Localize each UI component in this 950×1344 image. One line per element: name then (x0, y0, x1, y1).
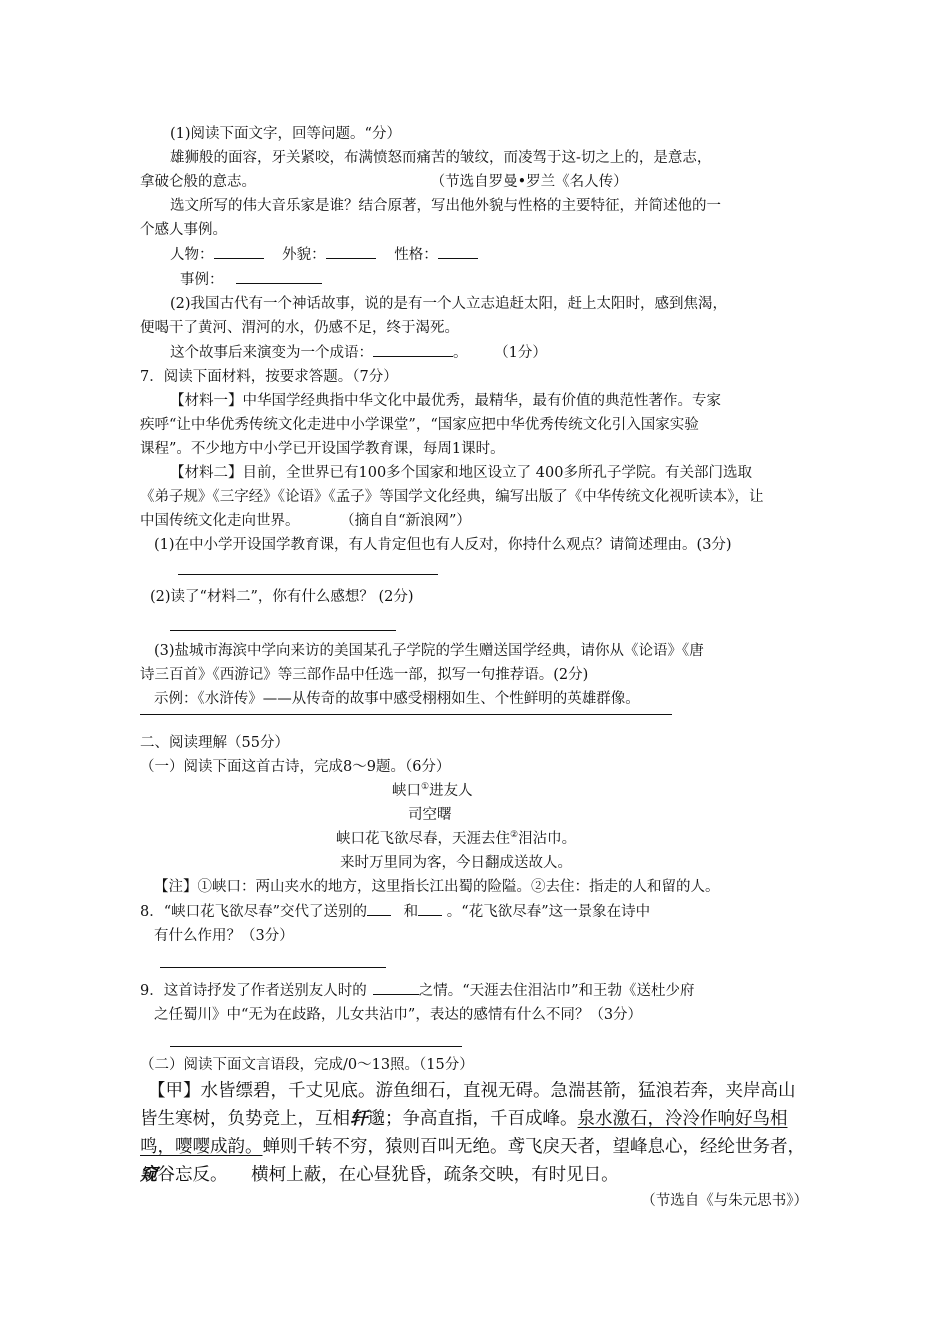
idiom-prompt: 这个故事后来演变为一个成语： (170, 345, 373, 361)
jia-underlined-1: 泉水激石，泠泠作响好鸟相 (577, 1109, 788, 1129)
q9-answer[interactable] (140, 1027, 820, 1053)
jia-line2 (140, 1105, 820, 1133)
idiom-period: 。 (453, 345, 468, 361)
q6-excerpt-text: 拿破仑般的意志。 (140, 174, 256, 190)
q7-material1-line1: 【材料一】中华国学经典指中华文化中最优秀，最精华，最有价值的典范性著作。专家 (170, 393, 721, 409)
jia-line1: 【甲】水皆缥碧，千丈见底。游鱼细石，直视无碍。急湍甚箭，猛浪若奔，夹岸高山 (148, 1081, 796, 1101)
q6-example-row (140, 267, 820, 292)
q6-excerpt-source: （节选自罗曼•罗兰《名人传） (430, 174, 628, 190)
material2-text: 中国传统文化走向世界。 (140, 513, 300, 529)
q7-heading: 7．阅读下面材料，按要求答题。（7分） (140, 369, 398, 385)
idiom-blank[interactable] (373, 340, 453, 357)
q8-blank1[interactable] (367, 899, 391, 916)
q9-line2: 之任蜀川》中“无为在歧路，儿女共沾巾”，表达的感情有什么不同？（3分） (154, 1007, 643, 1023)
q6-part2-line2: 便喝干了黄河、渭河的水，仍感不足，终于渴死。 (140, 320, 459, 336)
q7-sub3-line1: (3)盐城市海滨中学向来访的美国某孔子学院的学生赠送国学经典，请你从《论语》《唐 (154, 643, 704, 659)
poem-line1-a: 峡口花飞欲尽春，天涯去住 (336, 831, 510, 847)
q9-line1 (140, 978, 820, 1003)
character-label: 性格： (394, 247, 438, 263)
section2-heading: 二、阅读理解（55分） (140, 735, 289, 751)
poem-line2: 来时万里同为客，今日翻成送故人。 (340, 855, 572, 871)
character-blank[interactable] (438, 242, 478, 259)
jia-underlined-2: 鸣，嘤嘤成韵。 (140, 1137, 263, 1157)
q7-material1-line3: 课程”。不少地方中小学已开设国学教育课，每周1课时。 (140, 441, 505, 457)
q6-part1-heading: (1)阅读下面文字，回等问题。“分） (170, 126, 401, 142)
poem-title (140, 779, 820, 803)
q7-material1-line2: 疾呼“让中华优秀传统文化走进中小学课堂”，“国家应把中华优秀传统文化引入国家实验 (140, 417, 699, 433)
jia-line4 (140, 1161, 820, 1189)
q6-excerpt-line1: 雄狮般的面容，牙关紧咬，布满愤怒而痛苦的皱纹，而凌驾于这-切之上的，是意志， (170, 150, 712, 166)
q7-sub3-answer[interactable] (140, 711, 820, 731)
q9-blank[interactable] (373, 978, 419, 995)
poem-title-text: 峡口 (392, 783, 421, 799)
jia-line4-b: 横柯上蔽，在心昼犹昏，疏条交映，有时见日。 (251, 1165, 619, 1185)
q6-excerpt-line2 (140, 170, 820, 194)
q6-question-line2: 个感人事例。 (140, 222, 227, 238)
example-blank[interactable] (236, 267, 322, 284)
q7-material2-line2: 《弟子规》《三字经》《论语》《孟子》等国学文化经典，编写出版了《中华传统文化视听读本》，让 (140, 489, 764, 505)
q8-text-c: 。“花飞欲尽春”这一景象在诗中 (446, 904, 651, 920)
idiom-score: （1分） (494, 345, 547, 361)
q8-line2: 有什么作用？（3分） (154, 928, 294, 944)
q7-material2-line3 (140, 509, 820, 533)
part1-heading: （一）阅读下面这首古诗，完成8～9题。（6分） (140, 759, 451, 775)
poem-line1-b: 泪沾巾。 (518, 831, 577, 847)
q8-line1 (140, 899, 820, 924)
q6-part2-line1: (2)我国古代有一个神话故事，说的是有一个人立志追赶太阳，赶上太阳时，感到焦渴， (170, 296, 728, 312)
jia-source: （节选自《与朱元思书》） (641, 1193, 808, 1209)
q7-sub3-line2: 诗三百首》《西游记》等三部作品中任选一部，拟写一句推荐语。(2分) (140, 667, 589, 683)
q6-question-line1: 选文所写的伟大音乐家是谁？结合原著，写出他外貌与性格的主要特征，并简述他的一 (170, 198, 721, 214)
person-blank[interactable] (214, 242, 264, 259)
q8-blank2[interactable] (418, 899, 442, 916)
jia-line3 (140, 1133, 820, 1161)
q8-text-a: 8．“峡口花飞欲尽春”交代了送别的 (140, 904, 368, 920)
jia-line2-a: 皆生寒树，负势竞上，互相 (140, 1109, 350, 1129)
poem-title-rest: 进友人 (429, 783, 473, 799)
q7-sub1-answer[interactable] (140, 557, 820, 581)
q8-answer[interactable] (140, 948, 820, 974)
q7-example: 示例：《水浒传》——从传奇的故事中感受栩栩如生、个性鲜明的英雄群像。 (154, 691, 640, 707)
poem-line1 (140, 827, 820, 851)
look-label: 外貌： (282, 247, 326, 263)
q9-text-a: 9．这首诗抒发了作者送别友人时的 (140, 983, 367, 999)
poem-line1-note: ② (510, 830, 519, 841)
q6-part2-question (140, 340, 820, 365)
look-blank[interactable] (326, 242, 376, 259)
example-label: 事例： (180, 272, 224, 288)
poem-author: 司空曙 (408, 807, 452, 823)
q7-sub2-answer[interactable] (140, 609, 820, 639)
q8-text-b: 和 (403, 904, 419, 920)
jia-line2-b: 邈；争高直指，千百成峰。 (367, 1109, 578, 1129)
jia-line4-a: 谷忘反。 (157, 1165, 228, 1185)
material2-source: （摘自自“新浪网”） (340, 513, 471, 529)
q7-sub2: (2)读了“材料二”，你有什么感想？ (2分) (150, 589, 414, 605)
q7-material2-line1: 【材料二】目前，全世界已有100多个国家和地区设立了 400多所孔子学院。有关部门选取 (170, 465, 752, 481)
poem-title-note: ① (421, 782, 430, 793)
jia-line3-b: 蝉则千转不穷，猿则百叫无绝。鸢飞戾天者，望峰息心，经纶世务者， (262, 1137, 805, 1157)
q7-sub1: (1)在中小学开设国学教育课，有人肯定但也有人反对，你持什么观点？请简述理由。(3分) (154, 537, 732, 553)
q6-answer-row (140, 242, 820, 267)
jia-dotted-char2: 窥 (140, 1165, 158, 1185)
jia-dotted-char1: 轩 (350, 1109, 368, 1129)
exam-page (140, 122, 820, 1213)
poem-note: 【注】①峡口：两山夹水的地方，这里指长江出蜀的险隘。②去住：指走的人和留的人。 (154, 879, 720, 895)
person-label: 人物： (170, 247, 214, 263)
q9-text-b: 之情。“天涯去住泪沾巾”和王勃《送杜少府 (418, 983, 695, 999)
part2-heading: （二）阅读下面文言语段，完成/0～13照。（15分） (140, 1057, 474, 1073)
